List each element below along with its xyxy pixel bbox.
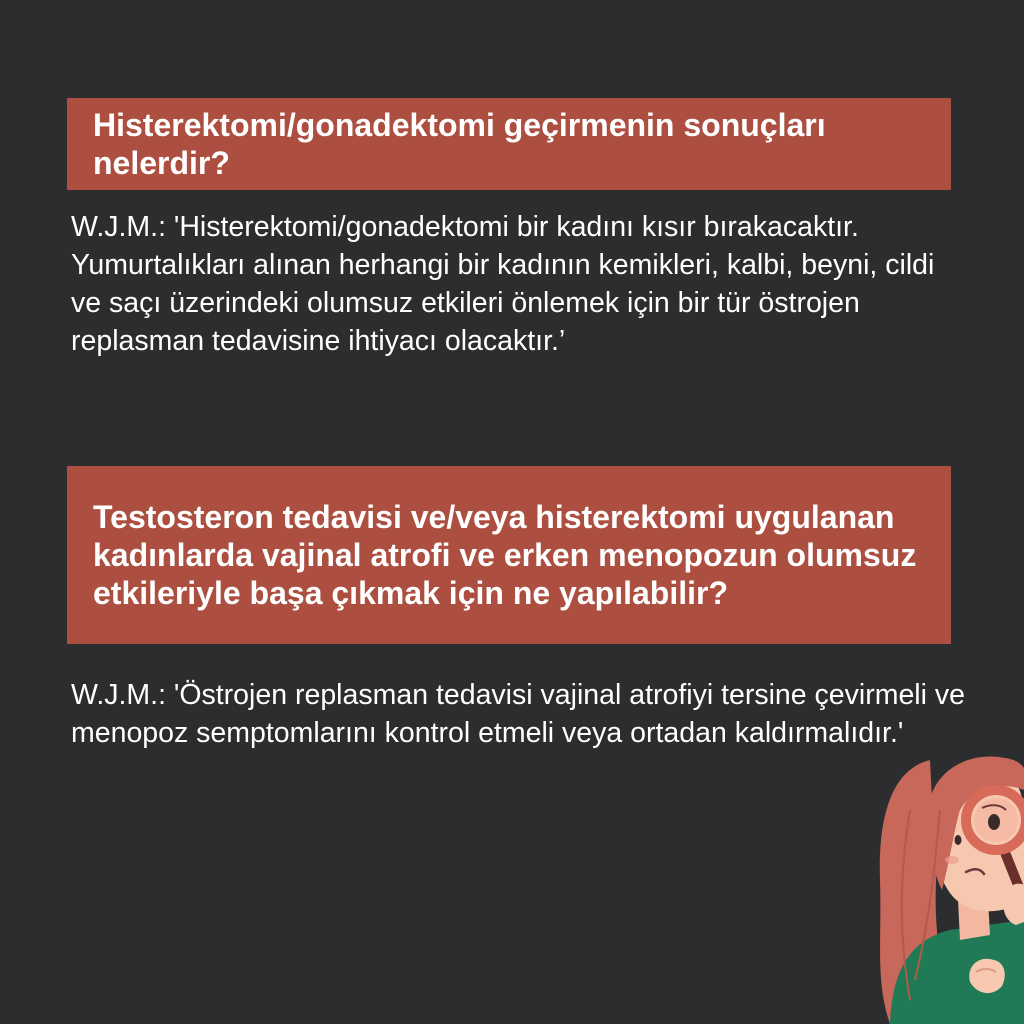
question-box-2 <box>67 466 951 644</box>
girl-with-magnifying-glass-icon <box>870 750 1024 1024</box>
question-heading-2: Testosteron tedavisi ve/veya histerektomi uygulanan kadınlarda vajinal atrofi ve erken menopozun olumsuz etkileriyle başa çıkmak için ne yapılabilir? <box>93 499 917 611</box>
cheek <box>945 856 959 864</box>
eye <box>955 835 962 845</box>
answer-text-1: W.J.M.: 'Histerektomi/gonadektomi bir kadını kısır bırakacaktır. Yumurtalıkları alınan herhangi bir kadının kemikleri, kalbi, beyni, cildi ve saçı üzerindeki olumsuz etkileri önlemek için bir tür östrojen replasman tedavisine ihtiyacı olacaktır.’ <box>71 211 935 357</box>
question-heading-1: Histerektomi/gonadektomi geçirmenin sonuçları nelerdir? <box>93 107 826 181</box>
question-box-1 <box>67 98 951 190</box>
answer-text-2: W.J.M.: 'Östrojen replasman tedavisi vajinal atrofiyi tersine çevirmeli ve menopoz semptomlarını kontrol etmeli veya ortadan kaldırmalıdır.' <box>71 679 965 749</box>
